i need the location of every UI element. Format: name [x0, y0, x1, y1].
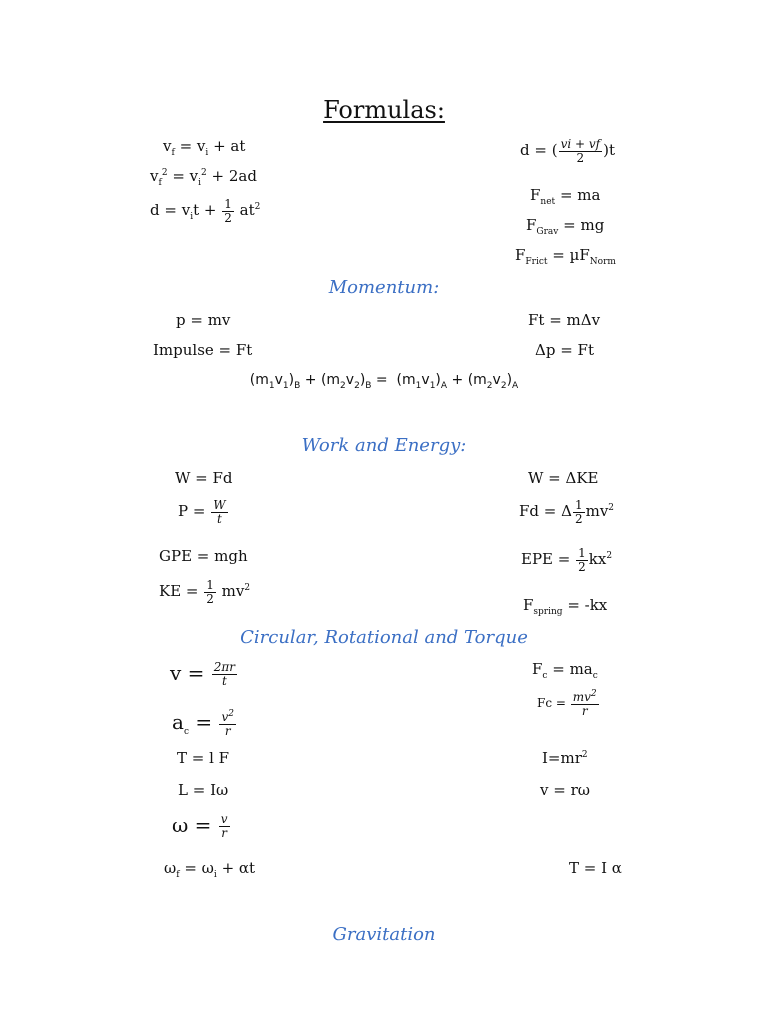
formula-work: W = Fd	[175, 469, 233, 487]
formula-fc: $F_c = ma_c$	[532, 660, 598, 681]
heading-work-energy: Work and Energy:	[301, 435, 467, 456]
formula-torque: T = l F	[177, 749, 230, 767]
heading-circular: Circular, Rotational and Torque	[240, 627, 528, 648]
formula-inertia: $I=mr^2$	[542, 749, 588, 767]
formula-epe: EPE = $\frac{1}{2}$ $kx^2$	[521, 546, 613, 574]
formula-fc-mv2r: Fc = $\frac{mv^2}{r}$	[537, 689, 597, 718]
formula-fgrav: $F_{Grav}$ = mg	[526, 216, 605, 237]
heading-gravitation: Gravitation	[332, 924, 436, 945]
formula-fspring: $F_{spring} = -kx$	[523, 596, 608, 617]
formula-momentum-conservation: $(m_1v_1)_B + (m_2v_2)_B = (m_1v_1)_A + (m_2v_2)_A$	[249, 372, 519, 391]
formula-ffrict: $F_{Frict} = \mu F_{Norm}$	[515, 246, 616, 267]
formula-work-ke: W = ΔKE	[528, 469, 599, 487]
formula-vf-squared: $v_f^2 = v_i^2 + 2ad$	[150, 167, 257, 188]
formula-velocity-circular: v = $\frac{2\pi r}{t}$	[170, 660, 236, 688]
formula-avg-displacement: d = ( $\frac{vi + vf}{2}$ )t	[520, 137, 615, 165]
formula-gpe: GPE = mgh	[159, 547, 248, 565]
page-title: Formulas:	[323, 96, 445, 124]
heading-momentum: Momentum:	[328, 277, 440, 298]
formula-centripetal-accel: $a_c$ = $\frac{v^2}{r}$	[172, 709, 234, 738]
formula-power: P = $\frac{W}{t}$	[178, 498, 226, 526]
formula-omega-final: $\omega_f = \omega_i + \alpha t$	[164, 859, 256, 880]
formula-momentum: p = mv	[176, 311, 231, 329]
formula-angular-momentum: L = Iω	[178, 781, 229, 799]
formula-ft: Ft = mΔv	[528, 311, 601, 329]
formula-impulse: Impulse = Ft	[153, 341, 253, 359]
formula-ke: KE = $\frac{1}{2}$ $mv^2$	[159, 578, 251, 606]
formula-vf: $v_f = v_i$ + at	[163, 137, 246, 158]
formula-omega: ω = $\frac{v}{r}$	[172, 812, 228, 840]
formula-fd: Fd = Δ $\frac{1}{2}$ $mv^2$	[519, 498, 615, 526]
formula-displacement: $d = v_it$ + $\frac{1}{2}$ $at^2$	[150, 197, 261, 225]
formula-torque-inertia: T = I α	[569, 859, 622, 877]
formula-fnet: $F_{net}$ = ma	[530, 186, 601, 207]
formula-dp: Δp = Ft	[535, 341, 594, 359]
formula-v-r-omega: v = rω	[540, 781, 590, 799]
